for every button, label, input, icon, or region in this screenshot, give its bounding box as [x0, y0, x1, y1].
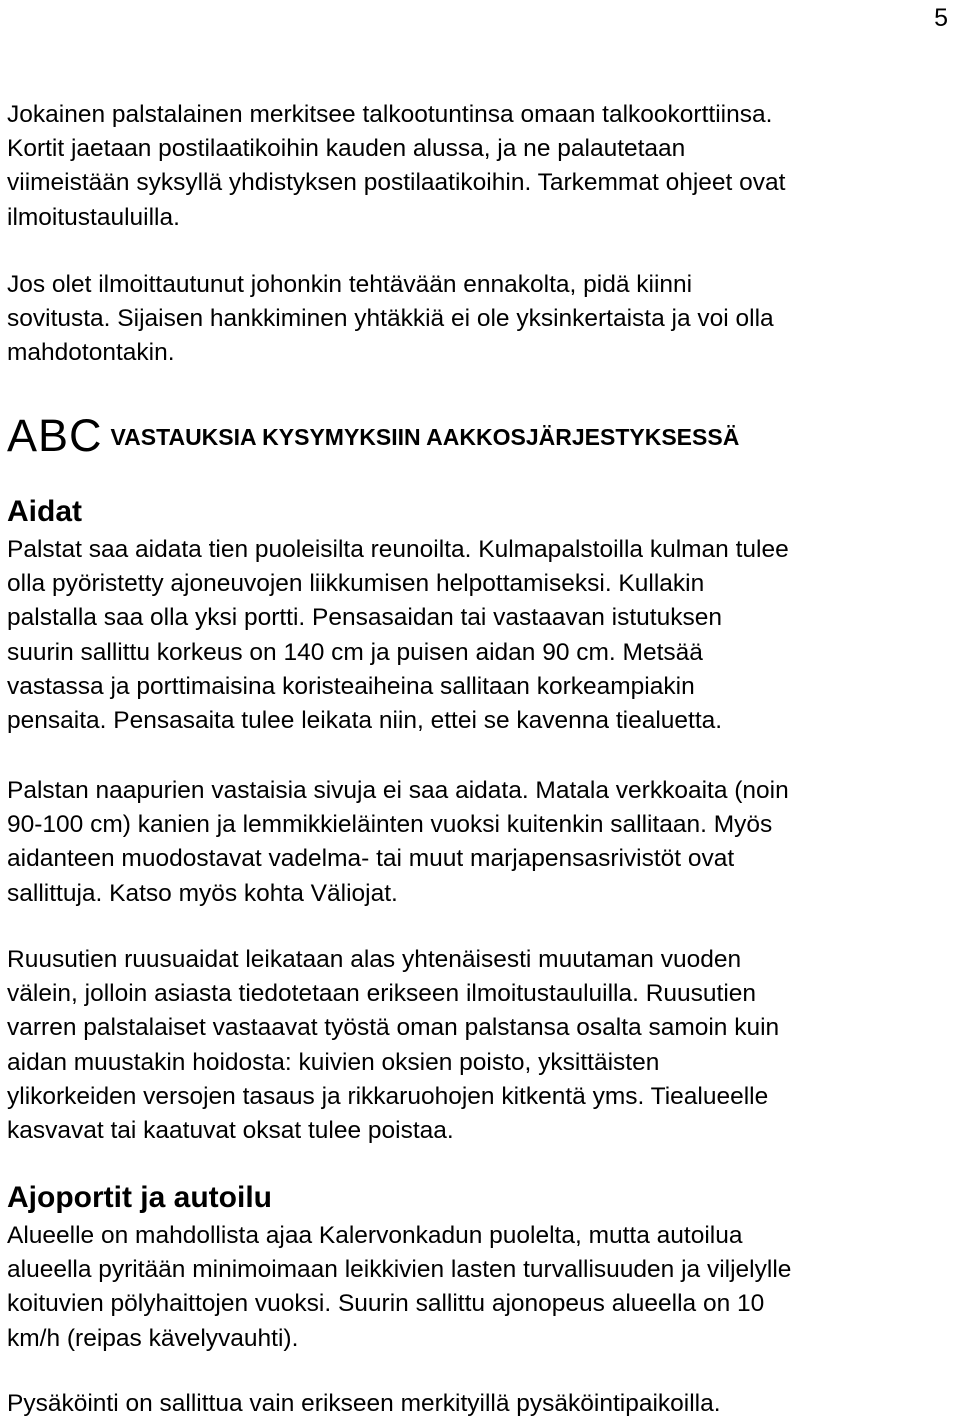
ajoportit-paragraph-1: [7, 1219, 957, 1356]
intro-paragraph-ilmoittautuminen: [7, 268, 957, 371]
text-line: Ruusutien ruusuaidat leikataan alas yhtenäisesti muutaman vuoden: [7, 946, 742, 973]
text-line: Pysäköinti on sallittua vain erikseen merkityillä pysäköintipaikoilla.: [7, 1390, 721, 1417]
text-line: koituvien pölyhaittojen vuoksi. Suurin sallittu ajonopeus alueella on 10: [7, 1290, 765, 1318]
aidat-paragraph-3: [7, 943, 957, 1148]
text-line: olla pyöristetty ajoneuvojen liikkumisen helpottamiseksi. Kullakin: [7, 570, 705, 598]
text-line: 90-100 cm) kanien ja lemmikkieläinten vuoksi kuitenkin sallitaan. Myös: [7, 811, 773, 839]
text-line: viimeistään syksyllä yhdistyksen postilaatikoihin. Tarkemmat ohjeet ovat: [7, 169, 786, 197]
text-line: Palstat saa aidata tien puoleisilta reunoilta. Kulmapalstoilla kulman tulee: [7, 536, 789, 563]
text-line: sallittuja. Katso myös kohta Väliojat.: [7, 879, 398, 907]
text-line: sovitusta. Sijaisen hankkiminen yhtäkkiä ei ole yksinkertaista ja voi olla: [7, 305, 774, 333]
aidat-paragraph-2: [7, 774, 957, 911]
text-line: mahdotontakin.: [7, 339, 175, 367]
ajoportit-paragraph-2: [7, 1387, 957, 1421]
text-line: aidanteen muodostavat vadelma- tai muut marjapensasrivistöt ovat: [7, 845, 735, 873]
text-line: välein, jolloin asiasta tiedotetaan erikseen ilmoitustauluilla. Ruusutien: [7, 980, 757, 1008]
intro-paragraph-talkookortti: [7, 98, 957, 235]
text-line: varren palstalaiset vastaavat työstä oman palstansa osalta samoin kuin: [7, 1014, 780, 1042]
text-line: Alueelle on mahdollista ajaa Kalervonkadun puolelta, mutta autoilua: [7, 1222, 743, 1249]
text-line: Kortit jaetaan postilaatikoihin kauden alussa, ja ne palautetaan: [7, 135, 686, 163]
abc-heading-title: VASTAUKSIA KYSYMYKSIIN AAKKOSJÄRJESTYKSESSÄ: [110, 424, 740, 450]
text-line: aidan muustakin hoidosta: kuivien oksien poisto, yksittäisten: [7, 1048, 660, 1076]
text-line: suurin sallittu korkeus on 140 cm ja puisen aidan 90 cm. Metsää: [7, 638, 703, 666]
text-line: km/h (reipas kävelyvauhti).: [7, 1324, 299, 1352]
text-line: alueella pyritään minimoimaan leikkivien lasten turvallisuuden ja viljelylle: [7, 1256, 792, 1284]
text-line: pensaita. Pensasaita tulee leikata niin, ettei se kavenna tiealuetta.: [7, 707, 723, 735]
page-number: 5: [934, 4, 948, 32]
text-line: ylikorkeiden versojen tasaus ja rikkaruohojen kitkentä yms. Tiealueelle: [7, 1082, 769, 1110]
text-line: Jokainen palstalainen merkitsee talkootuntinsa omaan talkookorttiinsa.: [7, 101, 773, 128]
text-line: Palstan naapurien vastaisia sivuja ei saa aidata. Matala verkkoaita (noin: [7, 777, 789, 804]
abc-heading-abc: ABC: [7, 410, 103, 461]
text-line: kasvavat tai kaatuvat oksat tulee poistaa.: [7, 1117, 454, 1145]
text-line: palstalla saa olla yksi portti. Pensasaidan tai vastaavan istutuksen: [7, 604, 722, 632]
section-title-aidat: Aidat: [7, 495, 82, 528]
abc-section-heading: [7, 410, 739, 462]
text-line: Jos olet ilmoittautunut johonkin tehtävään ennakolta, pidä kiinni: [7, 271, 693, 298]
text-line: ilmoitustauluilla.: [7, 203, 180, 231]
text-line: vastassa ja porttimaisina koristeaiheina sallitaan korkeampiakin: [7, 672, 695, 700]
section-title-ajoportit: Ajoportit ja autoilu: [7, 1181, 272, 1214]
aidat-paragraph-1: [7, 533, 957, 738]
